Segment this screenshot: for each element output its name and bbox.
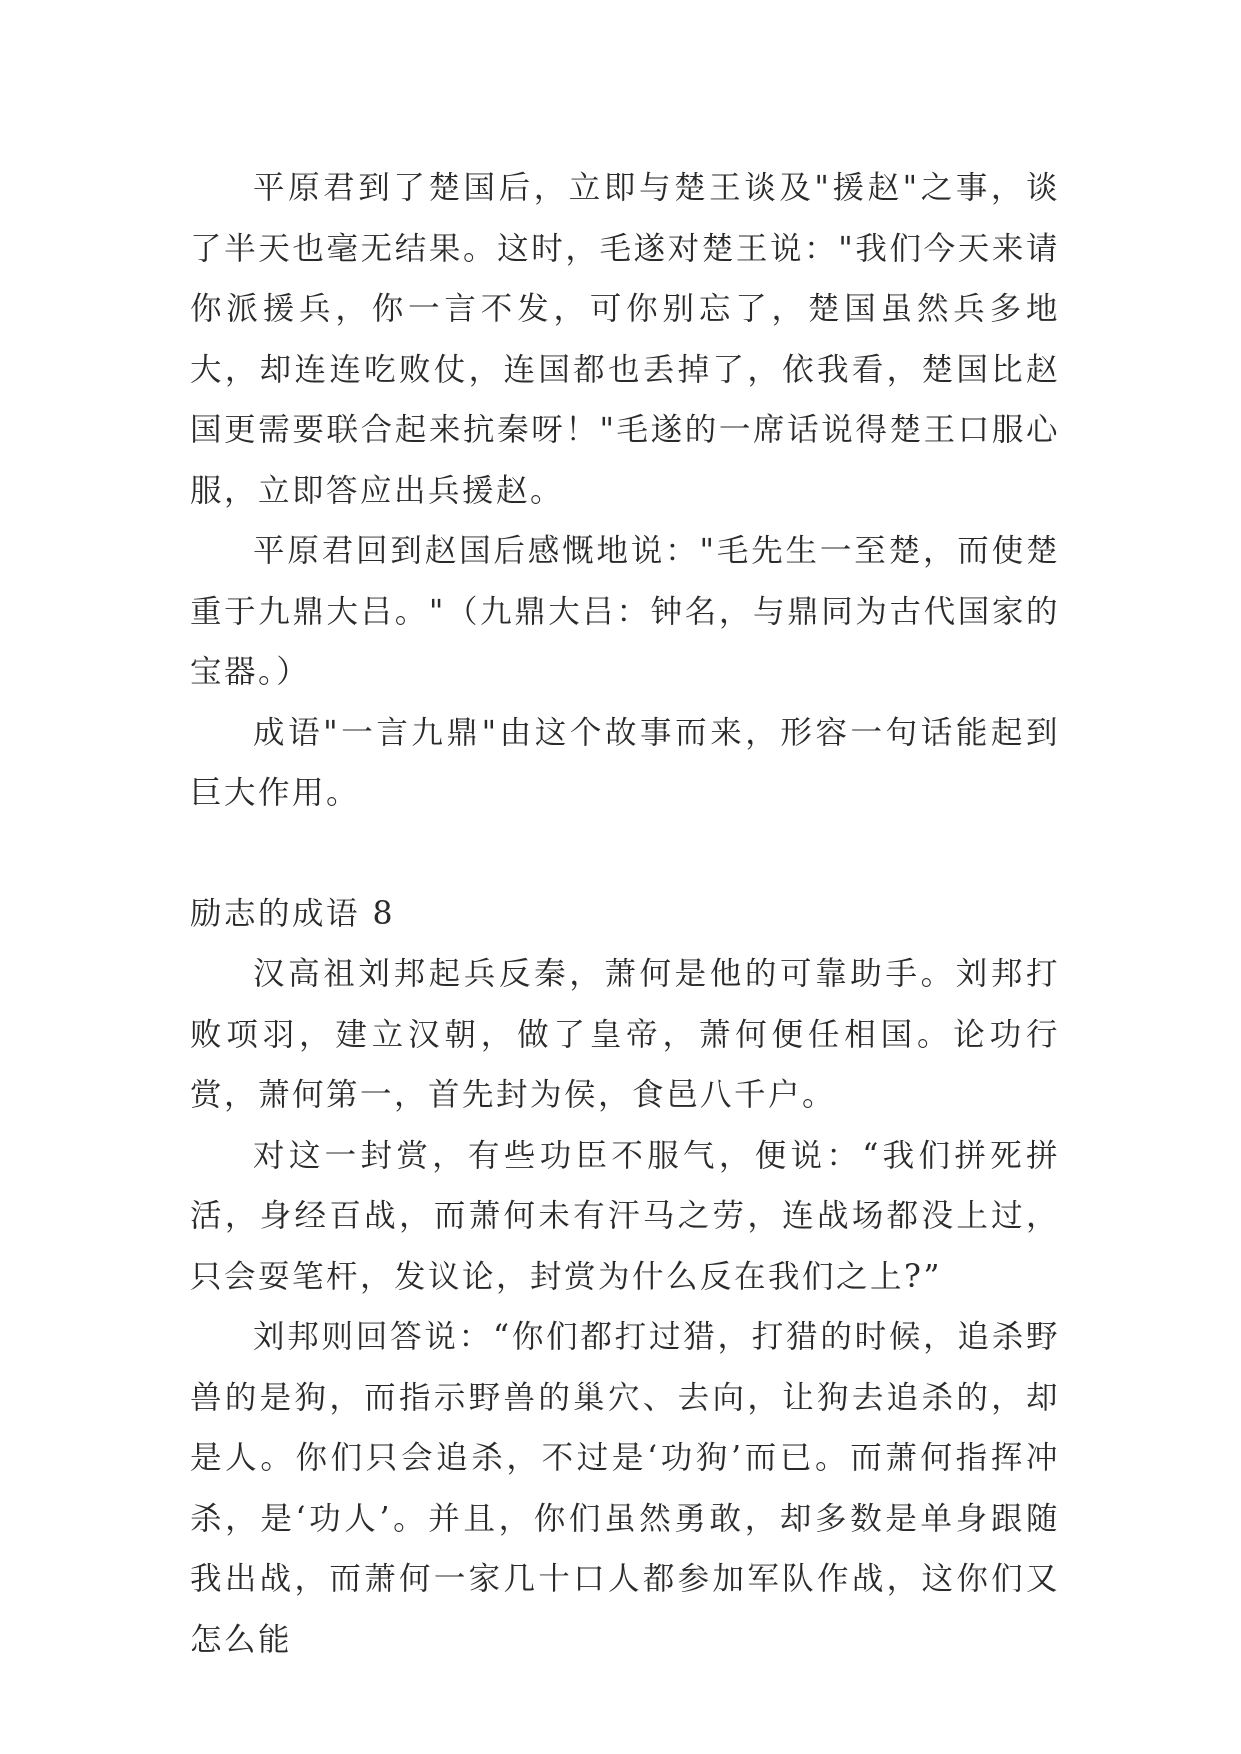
paragraph: 成语"一言九鼎"由这个故事而来，形容一句话能起到巨大作用。: [190, 714, 1060, 811]
paragraph: 平原君回到赵国后感慨地说："毛先生一至楚，而使楚重于九鼎大吕。"（九鼎大吕：钟名，与鼎同为古代国家的宝器。）: [190, 533, 1060, 690]
paragraph: 对这一封赏，有些功臣不服气，便说：“我们拼死拼活，身经百战，而萧何未有汗马之劳，连战场都没上过，只会耍笔杆，发议论，封赏为什么反在我们之上?”: [190, 1137, 1060, 1295]
document-body: [190, 158, 1060, 1670]
paragraph: 汉高祖刘邦起兵反秦，萧何是他的可靠助手。刘邦打败项羽，建立汉朝，做了皇帝，萧何便任相国。论功行赏，萧何第一，首先封为侯，食邑八千户。: [190, 956, 1060, 1113]
paragraph: 刘邦则回答说：“你们都打过猎，打猎的时候，追杀野兽的是狗，而指示野兽的巢穴、去向，让狗去追杀的，却是人。你们只会追杀，不过是‘功狗’而已。而萧何指挥冲杀，是‘功人’。并且，你们虽然勇敢，却多数是单身跟随我出战，而萧何一家几十口人都参加军队作战，这你们又怎么能: [190, 1319, 1060, 1658]
paragraph: 平原君到了楚国后，立即与楚王谈及"援赵"之事，谈了半天也毫无结果。这时，毛遂对楚王说："我们今天来请你派援兵，你一言不发，可你别忘了，楚国虽然兵多地大，却连连吃败仗，连国都也丢掉了，依我看，楚国比赵国更需要联合起来抗秦呀！"毛遂的一席话说得楚王口服心服，立即答应出兵援赵。: [190, 170, 1060, 509]
section-heading: 励志的成语 8: [190, 895, 396, 932]
